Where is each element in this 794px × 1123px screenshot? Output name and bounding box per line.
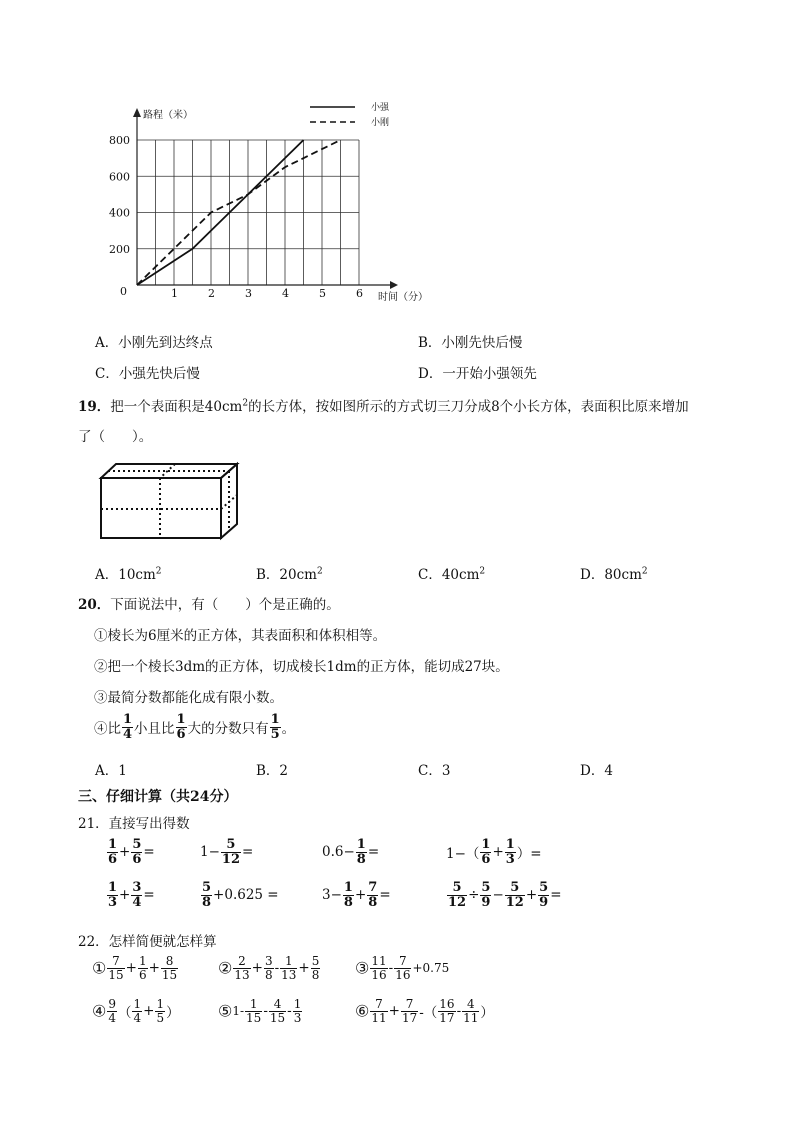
chart-legend	[310, 101, 390, 128]
y-axis-arrow	[133, 108, 141, 117]
q20-statement-4: ④比 $\frac{1}{4}$ 小且比 $\frac{1}{6}$ 大的分数只有 $\frac{1}{5}$ 。	[94, 712, 296, 742]
origin-label: 0	[120, 285, 127, 298]
q20-option-b[interactable]: B．2	[256, 763, 289, 779]
q20-statement-1: ①棱长为6厘米的正方体，其表面积和体积相等。	[94, 628, 387, 644]
section-3-title: 三、仔细计算（共24分）	[78, 789, 238, 805]
q21-item-1: $\frac{1}{6}$ + $\frac{5}{6}$ =	[108, 837, 155, 867]
y-axis-label: 路程（米）	[143, 110, 193, 121]
cuboid-figure	[98, 460, 240, 542]
q20-number: 20．	[78, 597, 111, 613]
x-tick-labels	[171, 287, 363, 300]
q20-statement-2: ②把一个棱长3dm的正方体，切成棱长1dm的正方体，能切成27块。	[94, 659, 509, 675]
q21-item-3: 0.6− $\frac{1}{8}$ =	[322, 837, 380, 867]
q20-option-d[interactable]: D．4	[580, 763, 613, 779]
q18-option-d[interactable]: D．一开始小强领先	[418, 366, 537, 382]
distance-time-chart	[105, 100, 445, 305]
q22-expr-6: ⑥ $\frac{7}{11}$ + $\frac{7}{17}$ -（ $\frac{16}{17}$ - $\frac{4}{11}$ ）	[355, 997, 494, 1025]
x-axis-arrow	[390, 281, 398, 289]
q18-option-c[interactable]: C．小强先快后慢	[95, 366, 200, 382]
q22-expr-4: ④ $\frac{9}{4}$ （ $\frac{1}{4}$ + $\frac{1}{5}$ ）	[92, 997, 180, 1025]
q19-text-tail: 的长方体，按如图所示的方式切三刀分成8个小长方体，表面积比原来增加	[248, 399, 689, 415]
q19-number: 19．	[78, 399, 111, 415]
q21-item-5: $\frac{1}{3}$ + $\frac{3}{4}$ =	[108, 880, 155, 910]
q22-title: 22．怎样简便就怎样算	[78, 934, 217, 950]
q21-item-6: $\frac{5}{8}$ +0.625 =	[202, 880, 279, 910]
x-axis-label: 时间（分）	[378, 292, 428, 303]
q19-option-c[interactable]: C．$40cm^2$	[418, 566, 486, 583]
legend-label-xiaoqiang: 小强	[371, 103, 390, 113]
legend-label-xiaogang: 小刚	[371, 118, 390, 128]
q20-question	[78, 593, 340, 613]
q19-option-d[interactable]: D．$80cm^2$	[580, 566, 648, 583]
x-tick-label: 6	[356, 287, 363, 300]
x-tick-label: 5	[319, 287, 326, 300]
x-tick-label: 4	[282, 287, 289, 300]
q21-title: 21．直接写出得数	[78, 816, 190, 832]
q19-option-b[interactable]: B．$20cm^2$	[256, 566, 323, 583]
q22-expr-5: ⑤1- $\frac{1}{15}$ - $\frac{4}{15}$ - $\frac{1}{3}$	[218, 997, 302, 1025]
y-tick-label: 800	[109, 134, 130, 147]
q21-item-2: 1− $\frac{5}{12}$ =	[200, 837, 254, 867]
q18-option-b[interactable]: B．小刚先快后慢	[418, 335, 523, 351]
y-tick-label: 600	[109, 170, 130, 184]
q20-statement-3: ③最简分数都能化成有限小数。	[94, 690, 283, 706]
x-tick-label: 1	[171, 287, 178, 300]
y-tick-label: 400	[109, 206, 130, 220]
y-tick-labels	[109, 134, 130, 256]
q19-text-sup: 2	[242, 398, 249, 409]
y-tick-label: 200	[109, 242, 130, 256]
q19-question-line2: 了（ ）。	[78, 429, 153, 445]
q20-text: 下面说法中，有（ ）个是正确的。	[110, 597, 340, 613]
q20-option-c[interactable]: C．3	[418, 763, 451, 779]
q21-item-4: 1−（ $\frac{1}{6}$ + $\frac{1}{3}$ ）=	[446, 837, 542, 867]
q22-expr-2: ② $\frac{2}{13}$ + $\frac{3}{8}$ - $\frac{1}{13}$ + $\frac{5}{8}$	[218, 954, 320, 982]
q20-option-a[interactable]: A．1	[95, 763, 127, 779]
q22-expr-1: ① $\frac{7}{15}$ + $\frac{1}{6}$ + $\frac{8}{15}$	[92, 954, 178, 982]
x-tick-label: 3	[245, 287, 252, 300]
x-tick-label: 2	[208, 287, 215, 300]
q21-item-8: $\frac{5}{12}$ ÷ $\frac{5}{9}$ − $\frac{5}{12}$ + $\frac{5}{9}$ =	[448, 880, 562, 910]
q22-expr-3: ③ $\frac{11}{16}$ - $\frac{7}{16}$ +0.75	[355, 954, 450, 982]
q19-option-a[interactable]: A．$10cm^2$	[95, 566, 162, 583]
q21-item-7: 3− $\frac{1}{8}$ + $\frac{7}{8}$ =	[322, 880, 391, 910]
q18-option-a[interactable]: A．小刚先到达终点	[95, 335, 213, 351]
q19-text: 把一个表面积是40cm	[110, 399, 243, 415]
q19-question	[78, 395, 689, 415]
